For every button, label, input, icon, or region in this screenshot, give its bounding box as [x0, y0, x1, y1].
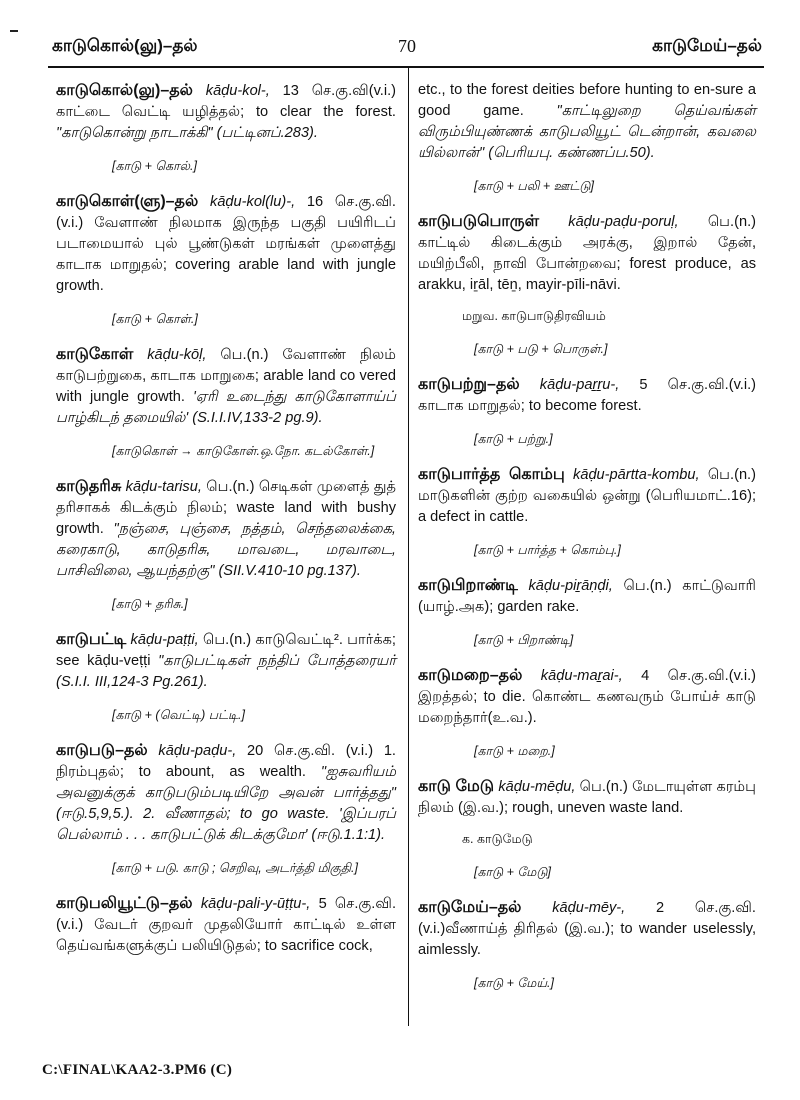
entry-headword: காடுபற்று–தல்	[418, 376, 520, 393]
entry-etymology: [காடு + பற்று.]	[474, 432, 553, 446]
entry-etymology: [காடு + பலி + ஊட்டு]	[474, 179, 594, 193]
entry-etymology: [காடு + மறை.]	[474, 744, 555, 758]
header-left-guide-word: காடுகொல்(லு)–தல்	[52, 36, 198, 55]
dictionary-entry	[418, 374, 756, 450]
dictionary-entry	[418, 665, 756, 762]
entry-transliteration: kāḍu-tarisu,	[125, 479, 202, 495]
entry-etymology: [காடு + படு + பொருள்.]	[474, 342, 608, 356]
entry-citation: "ஐசுவரியம் அவனுக்குக் காடுபடும்படியிறே அவன் பார்த்தது" (ஈடு.5,9,5.). 2. வீணாதல்; to go waste. 'இப்பரப் பெல்லாம் . . . காடுபட்டுக் கிடக்குமோ' (ஈடு.1.1:1).	[56, 764, 396, 843]
entry-headword: காடுபடுபொருள்	[418, 213, 540, 230]
page-number: 70	[398, 36, 416, 56]
entry-variant-note: க. காடுமேடு	[462, 832, 533, 846]
entry-definition: 4 செ.கு.வி.(v.i.) இறத்தல்; to die. கொண்ட கணவரும் போய்ச் காடு மறைந்தார்(உ.வ.).	[418, 668, 757, 726]
entry-etymology: [காடு + மேடு]	[474, 865, 551, 879]
entry-definition: பெ.(n.) செடிகள் முளைத் துத் தரிசாகக் கிடக்கும் நிலம்; waste land with bushy growth.	[56, 479, 396, 537]
entry-text	[56, 629, 396, 693]
entry-text	[418, 897, 756, 961]
left-column	[56, 80, 396, 957]
entry-definition: பெ.(n.) மேடாயுள்ள கரம்பு நிலம் (இ.வ.); rough, uneven waste land.	[418, 779, 757, 816]
dictionary-entry	[56, 344, 396, 462]
entry-definition: 13 செ.கு.வி(v.i.) காட்டை வெட்டி யழித்தல்; to clear the forest.	[56, 83, 397, 120]
entry-text	[418, 665, 756, 729]
entry-headword: காடுபிறாண்டி	[418, 577, 518, 594]
dictionary-entry	[418, 776, 756, 883]
entry-transliteration: kāḍu-paḍu-poruḷ,	[568, 214, 679, 230]
entry-etymology: [காடு + படு. காடு ; செறிவு, அடர்த்தி மிகுதி.]	[112, 861, 358, 875]
dictionary-entry	[418, 897, 756, 994]
entry-text	[56, 80, 396, 144]
entry-citation: "காடுபட்டிகள் நந்திப் போத்தரையர் (S.I.I. III,124-3 Pg.261).	[56, 653, 396, 690]
entry-transliteration: kāḍu-mēḍu,	[498, 779, 576, 795]
entry-etymology: [காடு + தரிசு.]	[112, 597, 188, 611]
header-rule	[48, 66, 764, 68]
entry-definition: பெ.(n.) மாடுகளின் குற்ற வகையில் ஒன்று (பெரியமாட்.16); a defect in cattle.	[418, 467, 756, 525]
dictionary-entry	[56, 629, 396, 726]
entry-definition: 5 செ.கு.வி. (v.i.) வேடர் குறவர் முதலியோர் காட்டில் உள்ள தெய்வங்களுக்குப் பலியிடுதல்; to sacrifice cock,	[56, 896, 397, 954]
entry-variant-note: மறுவ. காடுபாடுதிரவியம்	[462, 309, 606, 323]
entry-headword: காடுதரிசு	[56, 478, 122, 495]
entry-definition: பெ.(n.) வேளாண் நிலம் காடுபற்றுகை, காடாக மாறுகை; arable land co vered with jungle growth.	[56, 347, 396, 405]
entry-etymology: [காடுகொள் → காடுகோள்.ஒ.நோ. கடல்கோள்.]	[112, 444, 375, 458]
entry-headword: காடுகோள்	[56, 346, 134, 363]
entry-transliteration: kāḍu-kol(lu)-,	[210, 194, 296, 210]
entry-etymology: [காடு + கொள்.]	[112, 312, 198, 326]
entry-text	[418, 776, 756, 819]
dictionary-entry	[56, 740, 396, 879]
dictionary-entry	[56, 80, 396, 177]
entry-transliteration: kāḍu-maṟai-,	[540, 668, 623, 684]
dictionary-entry	[418, 211, 756, 360]
entry-text	[56, 740, 396, 846]
entry-transliteration: kāḍu-kōḷ,	[147, 347, 207, 363]
entry-transliteration: kāḍu-piṟāṇḍi,	[528, 578, 613, 594]
entry-transliteration: kāḍu-paṭṭi,	[130, 632, 199, 648]
entry-transliteration: kāḍu-paḍu-,	[158, 743, 237, 759]
entry-definition: 20 செ.கு.வி. (v.i.) 1. நிரம்புதல்; to abount, as wealth.	[56, 743, 396, 780]
footer-file-path: C:\FINAL\KAA2-3.PM6 (C)	[42, 1062, 233, 1078]
entry-headword: காடுமறை–தல்	[418, 667, 523, 684]
entry-headword: காடுபட்டி	[56, 631, 127, 648]
header-right-guide-word: காடுமேய்–தல்	[652, 36, 762, 55]
right-column	[418, 80, 756, 1008]
entry-text	[418, 464, 756, 528]
entry-text	[418, 80, 756, 164]
dictionary-entry	[56, 893, 396, 957]
entry-transliteration: kāḍu-mēy-,	[552, 900, 626, 916]
entry-headword: காடுபடு–தல்	[56, 742, 148, 759]
entry-etymology: [காடு + பிறாண்டி]	[474, 633, 574, 647]
entry-transliteration: kāḍu-kol-,	[205, 83, 270, 99]
entry-transliteration: kāḍu-pārtta-kombu,	[573, 467, 700, 483]
entry-text	[418, 211, 756, 296]
entry-definition: etc., to the forest deities before hunting to en-sure a good game.	[418, 82, 756, 119]
corner-mark	[10, 30, 18, 32]
entry-citation: 'ஏரி உடைந்து காடுகோளாய்ப் பாழ்கிடந் தமையில்' (S.I.I.IV,133-2 pg.9).	[56, 389, 396, 426]
entry-definition: பெ.(n.) காடுவெட்டி². பார்க்க; see kāḍu-veṭṭi	[56, 632, 396, 669]
entry-citation: "நஞ்சை, புஞ்சை, நத்தம், செந்தலைக்கை, கரைகாடு, காடுதரிசு, மாவடை, மரவாடை, பாசிவிலை, ஆயந்தற்கு" (SII.V.410-10 pg.137).	[56, 521, 396, 579]
dictionary-entry	[418, 575, 756, 651]
page-header	[52, 36, 762, 62]
entry-text	[56, 344, 396, 429]
entry-etymology: [காடு + கொல்.]	[112, 159, 197, 173]
entry-headword: காடுபார்த்த கொம்பு	[418, 466, 565, 483]
dictionary-entry	[418, 80, 756, 197]
entry-text	[56, 191, 396, 297]
entry-headword: காடுபலியூட்டு–தல்	[56, 895, 193, 912]
dictionary-entry	[56, 191, 396, 330]
entry-definition: 2 செ.கு.வி. (v.i.)வீணாய்த் திரிதல் (இ.வ.); to wander uselessly, aimlessly.	[418, 900, 756, 958]
entry-etymology: [காடு + பார்த்த + கொம்பு.]	[474, 543, 621, 557]
entry-citation: "காட்டிலுறை தெய்வங்கள் விரும்பியுண்ணக் காடுபலியூட் டென்றான், கவலை யில்லான்" (பெரியபு. கண்ணப்ப.50).	[418, 103, 756, 161]
entry-headword: காடுமேய்–தல்	[418, 899, 522, 916]
entry-etymology: [காடு + (வெட்டி) பட்டி.]	[112, 708, 245, 722]
entry-definition: பெ.(n.) காட்டில் கிடைக்கும் அரக்கு, இறால் தேன், மயிற்பீலி, நாவி போன்றவை; forest produce, as arakku, iṟāl, tēṉ, mayir-pīli-nāvi.	[418, 214, 756, 293]
entry-definition: பெ.(n.) காட்டுவாரி (யாழ்.அக); garden rake.	[418, 578, 757, 615]
entry-headword: காடு மேடு	[418, 778, 495, 795]
column-divider	[408, 68, 409, 1026]
entry-headword: காடுகொல்(லு)–தல்	[56, 82, 193, 99]
entry-headword: காடுகொள்(ளு)–தல்	[56, 193, 199, 210]
entry-definition: 5 செ.கு.வி.(v.i.) காடாக மாறுதல்; to become forest.	[418, 377, 757, 414]
entry-citation: "காடுகொன்று நாடாக்கி" (பட்டினப்.283).	[56, 125, 318, 141]
dictionary-entry	[418, 464, 756, 561]
entry-text	[56, 893, 396, 957]
entry-text	[418, 374, 756, 417]
entry-etymology: [காடு + மேய்.]	[474, 976, 554, 990]
entry-transliteration: kāḍu-pali-y-ūṭṭu-,	[200, 896, 311, 912]
dictionary-entry	[56, 476, 396, 615]
entry-transliteration: kāḍu-paṟṟu-,	[539, 377, 620, 393]
entry-text	[418, 575, 756, 618]
entry-text	[56, 476, 396, 582]
entry-definition: 16 செ.கு.வி. (v.i.) வேளாண் நிலமாக இருந்த பகுதி பயிரிடப் படாமையால் புல் பூண்டுகள் மரங்கள் முளைத்து காடாக மாறுதல்; covering arable land with jungle growth.	[56, 194, 396, 294]
